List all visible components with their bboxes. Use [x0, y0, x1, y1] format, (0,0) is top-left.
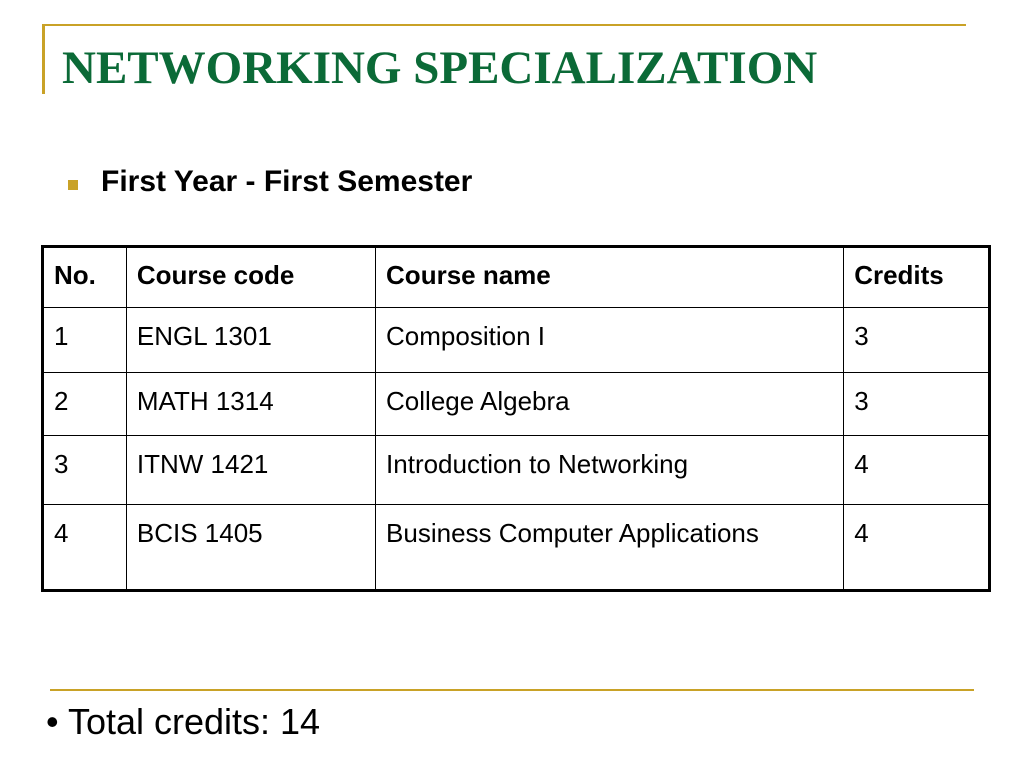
table-header-row — [43, 247, 990, 308]
footer-accent-rule — [50, 689, 974, 691]
title-accent-rule-horizontal — [42, 24, 966, 26]
cell-credits: 3 — [844, 308, 990, 373]
cell-credits: 4 — [844, 436, 990, 505]
cell-course-code: ITNW 1421 — [126, 436, 375, 505]
semester-subtitle: First Year - First Semester — [101, 165, 473, 198]
cell-course-code: ENGL 1301 — [126, 308, 375, 373]
slide-title: NETWORKING SPECIALIZATION — [62, 42, 818, 94]
cell-no: 3 — [43, 436, 127, 505]
cell-credits: 3 — [844, 373, 990, 436]
square-bullet-icon — [68, 180, 78, 190]
cell-course-code: BCIS 1405 — [126, 505, 375, 591]
cell-course-code: MATH 1314 — [126, 373, 375, 436]
header-credits: Credits — [844, 247, 990, 308]
table-row — [43, 505, 990, 591]
table-row — [43, 436, 990, 505]
cell-course-name: Business Computer Applications — [376, 505, 844, 591]
cell-no: 2 — [43, 373, 127, 436]
cell-no: 1 — [43, 308, 127, 373]
cell-credits: 4 — [844, 505, 990, 591]
header-course-name: Course name — [376, 247, 844, 308]
title-accent-rule-vertical — [42, 24, 45, 94]
cell-course-name: Composition I — [376, 308, 844, 373]
table-row — [43, 373, 990, 436]
header-course-code: Course code — [126, 247, 375, 308]
course-table — [41, 245, 991, 592]
cell-no: 4 — [43, 505, 127, 591]
total-credits-note: • Total credits: 14 — [46, 701, 321, 742]
cell-course-name: Introduction to Networking — [376, 436, 844, 505]
table-row — [43, 308, 990, 373]
cell-course-name: College Algebra — [376, 373, 844, 436]
header-no: No. — [43, 247, 127, 308]
